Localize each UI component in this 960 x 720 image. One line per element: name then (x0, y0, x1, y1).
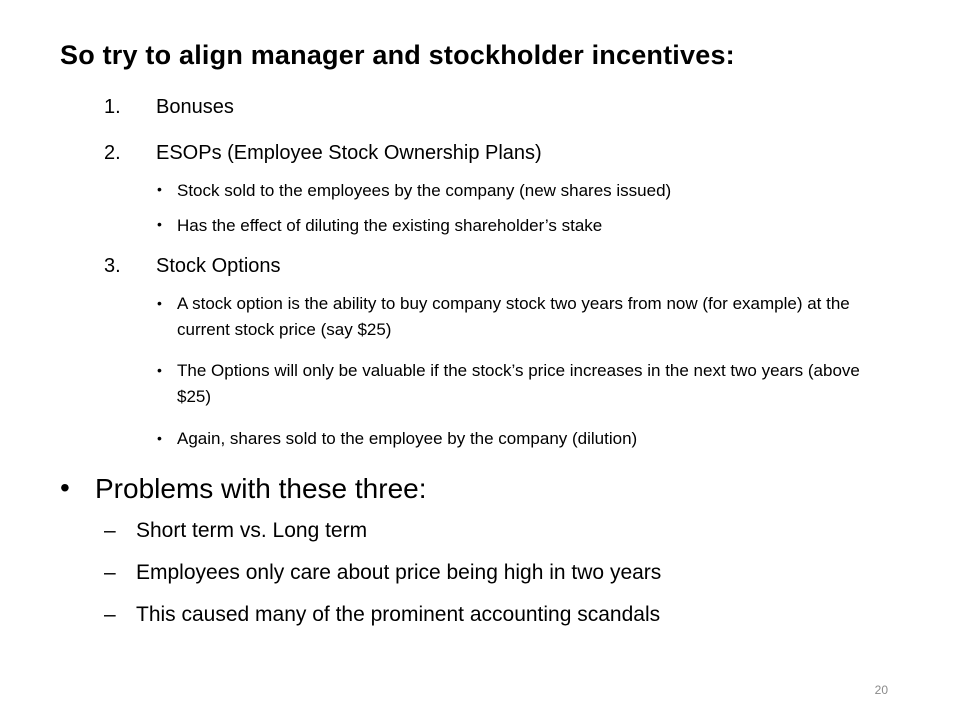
sub-bullet-dot: • (157, 181, 162, 197)
problems-bullet-dot: • (60, 472, 70, 503)
problem-item-3: This caused many of the prominent accounting scandals (136, 603, 661, 626)
problem-dash: – (104, 561, 116, 584)
sub-bullet-dot: • (157, 430, 162, 446)
sub-bullet-dot: • (157, 295, 162, 311)
slide-title: So try to align manager and stockholder incentives: (60, 40, 735, 70)
list-label-bonuses: Bonuses (156, 96, 234, 118)
options-bullet-1: A stock option is the ability to buy company stock two years from now (for example) at the current stock price (say $25) (177, 294, 850, 339)
sub-bullet-dot: • (157, 216, 162, 232)
problem-dash: – (104, 519, 116, 542)
list-number-2: 2. (104, 142, 121, 164)
problem-item-1: Short term vs. Long term (136, 519, 368, 542)
list-number-3: 3. (104, 255, 121, 277)
list-label-stock-options: Stock Options (156, 255, 281, 277)
sub-bullet-dot: • (157, 362, 162, 378)
options-bullet-3: Again, shares sold to the employee by the company (dilution) (177, 429, 638, 448)
list-number-1: 1. (104, 96, 121, 118)
page-number: 20 (874, 683, 888, 697)
options-bullet-2: The Options will only be valuable if the stock’s price increases in the next two years (above $25) (177, 361, 860, 406)
esop-bullet-1: Stock sold to the employees by the company (new shares issued) (177, 181, 672, 200)
esop-bullet-2: Has the effect of diluting the existing shareholder’s stake (177, 216, 603, 235)
list-label-esops: ESOPs (Employee Stock Ownership Plans) (156, 142, 542, 164)
problem-item-2: Employees only care about price being high in two years (136, 561, 662, 584)
problem-dash: – (104, 603, 116, 626)
problems-heading: Problems with these three: (95, 473, 427, 504)
